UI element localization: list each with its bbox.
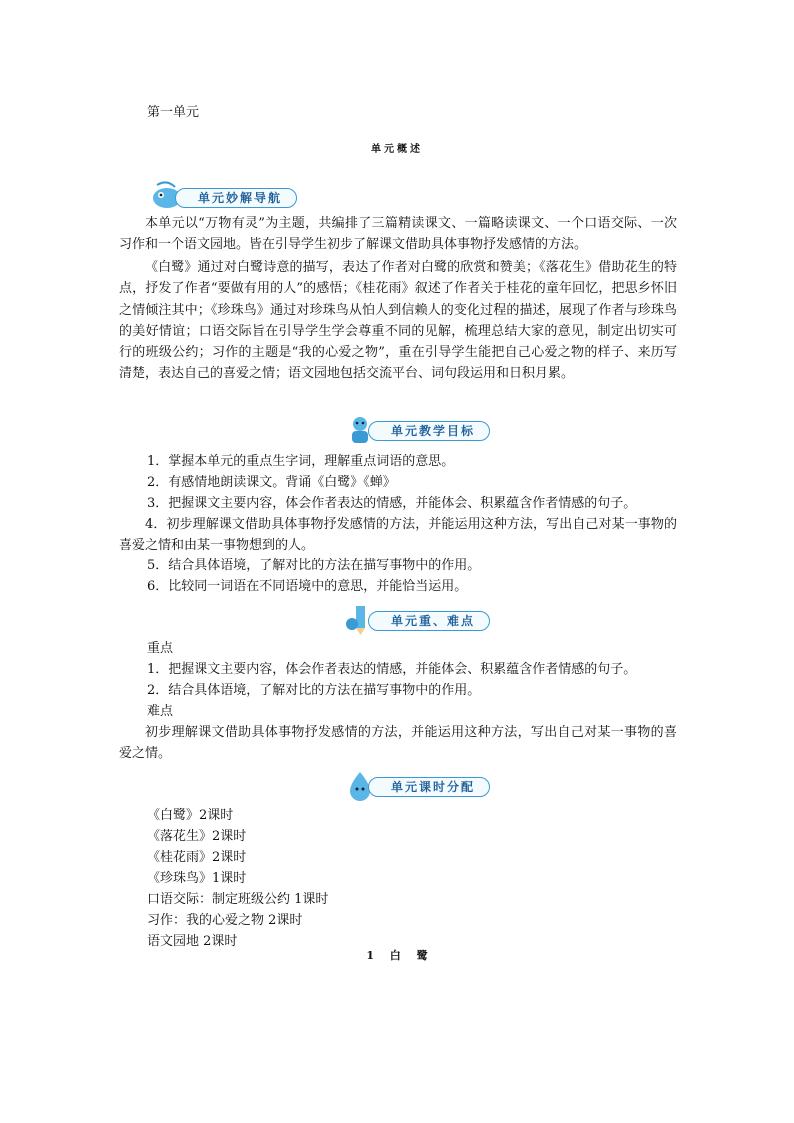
- schedule-item-3: 《桂花雨》2课时: [147, 850, 247, 865]
- key-item-1: 1．把握课文主要内容，体会作者表达的情感，并能体会、积累蕴含作者情感的句子。: [147, 662, 637, 677]
- banner-goals-label: 单元教学目标: [368, 421, 490, 441]
- banner-key-points-label: 单元重、难点: [368, 611, 490, 631]
- goal-item-2: 2．有感情地朗读课文。背诵《白鹭》《蝉》: [147, 475, 396, 490]
- banner-guide-label: 单元妙解导航: [175, 188, 297, 208]
- schedule-item-4: 《珍珠鸟》1课时: [147, 871, 247, 886]
- schedule-item-7: 语文园地 2课时: [147, 934, 238, 949]
- goal-item-4: 4．初步理解课文借助具体事物抒发感情的方法，并能运用这种方法，写出自己对某一事物的喜爱之情和由某一事物想到的人。: [119, 517, 677, 554]
- goal-item-5: 5．结合具体语境，了解对比的方法在描写事物中的作用。: [147, 558, 481, 573]
- overview-title: 单元概述: [371, 144, 423, 155]
- guide-paragraph-2: 《白鹭》通过对白鹭诗意的描写，表达了作者对白鹭的欣赏和赞美；《落花生》借助花生的特点，抒发了作者“要做有用的人”的感悟；《桂花雨》叙述了作者关于桂花的童年回忆，把思乡怀旧之情倾注其中；《珍珠鸟》通过对珍珠鸟从怕人到信赖人的变化过程的描述，展现了作者与珍珠鸟的美好情谊；口语交际旨在引导学生学会尊重不同的见解，梳理总结大家的意见，制定出切实可行的班级公约；习作的主题是“我的心爱之物”，重在引导学生能把自己心爱之物的样子、来历写清楚，表达自己的喜爱之情；语文园地包括交流平台、词句段运用和日积月累。: [119, 260, 677, 382]
- key-item-2: 2．结合具体语境，了解对比的方法在描写事物中的作用。: [147, 683, 481, 698]
- goal-item-6: 6．比较同一词语在不同语境中的意思，并能恰当运用。: [147, 579, 468, 594]
- banner-schedule-label: 单元课时分配: [368, 777, 490, 797]
- unit-title: 第一单元: [147, 105, 200, 120]
- key-label: 重点: [147, 641, 174, 656]
- schedule-item-2: 《落花生》2课时: [147, 829, 247, 844]
- goal-item-1: 1．掌握本单元的重点生字词，理解重点词语的意思。: [147, 454, 455, 469]
- difficulty-label: 难点: [147, 704, 174, 719]
- schedule-item-1: 《白鹭》2课时: [147, 808, 234, 823]
- schedule-item-6: 习作：我的心爱之物 2课时: [147, 913, 303, 928]
- schedule-item-5: 口语交际：制定班级公约 1课时: [147, 892, 329, 907]
- guide-paragraph-1: 本单元以“万物有灵”为主题，共编排了三篇精读课文、一篇略读课文、一个口语交际、一次习作和一个语文园地。皆在引导学生初步了解课文借助具体事物抒发感情的方法。: [119, 216, 677, 253]
- goal-item-3: 3．把握课文主要内容，体会作者表达的情感，并能体会、积累蕴含作者情感的句子。: [147, 496, 637, 511]
- difficulty-text: 初步理解课文借助具体事物抒发感情的方法，并能运用这种方法，写出自己对某一事物的喜爱之情。: [119, 725, 677, 762]
- lesson-title: 1 白 鹭: [366, 949, 428, 962]
